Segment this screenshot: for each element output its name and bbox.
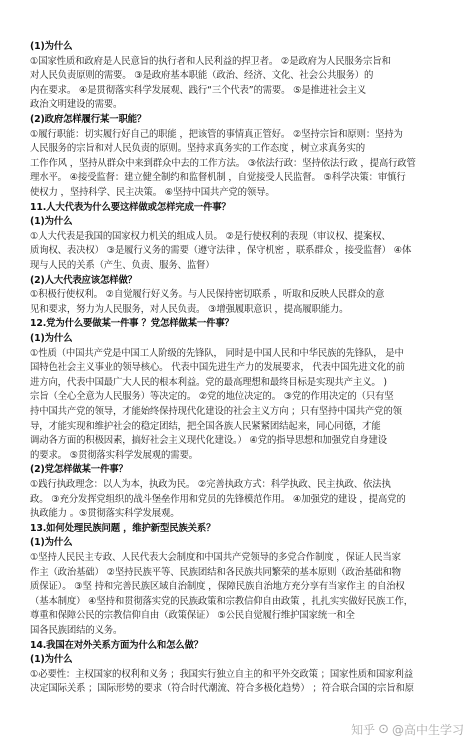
section-heading: (2)政府怎样履行某一职能？: [30, 114, 147, 125]
section-heading: 13.如何处理民族问题 ，维护新型民族关系？: [30, 522, 216, 534]
text-line: 调动各方面的积极因素，搞好社会主义现代化建设。） ④党的指导思想和加强党自身建设: [30, 435, 387, 447]
watermark: [351, 720, 464, 740]
text-line: 对人民负责原则的需要。 ③是政府基本职能（政治、经济、文化、社会公共服务）的: [30, 70, 374, 82]
text-line: ①必要性：主权国家的权利和义务 ；我国实行独立自主的和平外交政策 ；国家性质和国家利益: [30, 668, 413, 680]
text-line: ①坚持人民民主专政、人民代表大会制度和中国共产党领导的多党合作制度 ，保证人民当家: [30, 552, 401, 563]
zhihu-brand: 知乎: [351, 723, 376, 737]
section-heading: (1)为什么: [30, 41, 73, 52]
text-line: 持中国共产党的领导，才能始终保持现代化建设的社会主义方向 ；只有坚持中国共产党的领: [30, 406, 402, 417]
section-heading: (1)为什么: [30, 216, 73, 228]
author-handle: @高中生学习: [391, 723, 464, 737]
section-heading: (1)为什么: [30, 333, 73, 344]
section-heading: 11.人大代表为什么要这样做或怎样完成一件事？: [30, 201, 231, 213]
text-line: 质询权、表决权） ③是履行义务的需要（遵守法律 ，保守机密 ，联系群众 ，接受监督） ④体: [30, 245, 412, 257]
text-line: 内在要求。 ④是贯彻落实科学发展观、践行“三个代表”的需要。 ⑤是推进社会主义: [30, 84, 367, 96]
text-line: 人民服务的宗旨和对人民负责的原则。坚持求真务实的工作态度 ，树立求真务实的: [30, 143, 365, 155]
section-heading: (2)党怎样做某一件事？: [30, 464, 128, 476]
text-line: 使权力 ，坚持科学、民主决策。 ⑥坚持中国共产党的领导。: [30, 187, 275, 198]
text-line: 尊重和保障公民的宗教信仰自由（政策保证） ⑤公民自觉履行维护国家统一和全: [30, 610, 355, 622]
text-line: 进方向，代表中国最广大人民的根本利益。党的最高理想和最终目标是实现共产主义。 ): [30, 376, 387, 388]
text-line: 理水平。 ④接受监督：建立健全制约和监督机制 ，自觉接受人民监督。 ⑤科学决策：审慎行: [30, 172, 406, 184]
text-line: ①性质（中国共产党是中国工人阶级的先锋队， 同时是中国人民和中华民族的先锋队， 是中: [30, 347, 404, 359]
section-heading: (1)为什么: [30, 537, 73, 549]
text-line: ①践行执政理念：以人为本，执政为民。 ②完善执政方式：科学执政、民主执政、依法执: [30, 479, 391, 490]
section-heading: (2)人大代表应该怎样做？: [30, 274, 137, 286]
section-heading: (1)为什么: [30, 654, 73, 666]
text-line: 导，才能实现和维护社会的稳定团结，把全国各族人民紧紧团结起来，同心同德，才能: [30, 420, 381, 432]
text-line: ①积极行使权利。 ②自觉履行好义务。与人民保持密切联系 ，听取和反映人民群众的意: [30, 289, 385, 301]
text-line: 宗旨（全心全意为人民服务）等决定的。 ②党的地位决定的。 ③党的作用决定的（只有坚: [30, 391, 394, 403]
text-line: 执政能力 。⑤贯彻落实科学发展观。: [30, 508, 180, 520]
text-line: 国各民族团结的义务。: [30, 625, 123, 636]
text-line: 决定国际关系 ；国际形势的要求（符合时代潮流、符合多极化趋势） ；符合联合国的宗旨和原: [30, 683, 414, 695]
text-line: 作主（政治基础） ②坚持民族平等、民族团结和各民族共同繁荣的基本原则（政治基础和物: [30, 566, 401, 578]
text-line: 现与人民的关系（产生、负责、服务、监督）: [30, 260, 215, 271]
text-line: 质保证）。 ③坚 持和完善民族区域自治制度 ，保障民族自治地方充分享有当家作主 的自治权: [30, 581, 405, 593]
text-line: 国特色社会主义事业的领导核心。 代表中国先进生产力的发展要求， 代表中国先进文化的前: [30, 362, 405, 374]
text-line: 工作作风 ，坚持从群众中来到群众中去的工作方法。 ③依法行政：坚持依法行政 ，提高行政管: [30, 157, 416, 169]
text-line: 政治文明建设的需要。: [30, 99, 123, 111]
section-heading: 12.党为什么要做某一件事 ？党怎样做某一件事？: [30, 318, 234, 330]
text-line: 见和要求，努力为人民服务，对人民负责。 ③增强履职意识 ，提高履职能力。: [30, 303, 349, 315]
text-line: 的要求。 ⑤贯彻落实科学发展观的需要。: [30, 449, 198, 461]
text-line: （基本制度） ④坚持和贯彻落实党的民族政策和宗教信仰自由政策 ，扎扎实实做好民族工作，: [30, 595, 413, 607]
text-line: ①人大代表是我国的国家权力机关的组成人员。 ②是行使权利的表现（审议权、提案权、: [30, 230, 391, 242]
zhihu-logo-icon: ⊙: [378, 722, 389, 737]
text-line: ①履行职能：切实履行好自己的职能 ，把该管的事情真正管好。 ②坚持宗旨和原则：坚持为: [30, 128, 403, 140]
text-line: 政。 ③充分发挥党组织的战斗堡垒作用和党员的先锋模范作用。 ④加强党的建设 ，提高党的: [30, 493, 406, 505]
section-heading: 14.我国在对外关系方面为什么和怎么做？: [30, 639, 203, 651]
text-line: ①国家性质和政府是人民意旨的执行者和人民利益的捍卫者。 ②是政府为人民服务宗旨和: [30, 55, 391, 67]
